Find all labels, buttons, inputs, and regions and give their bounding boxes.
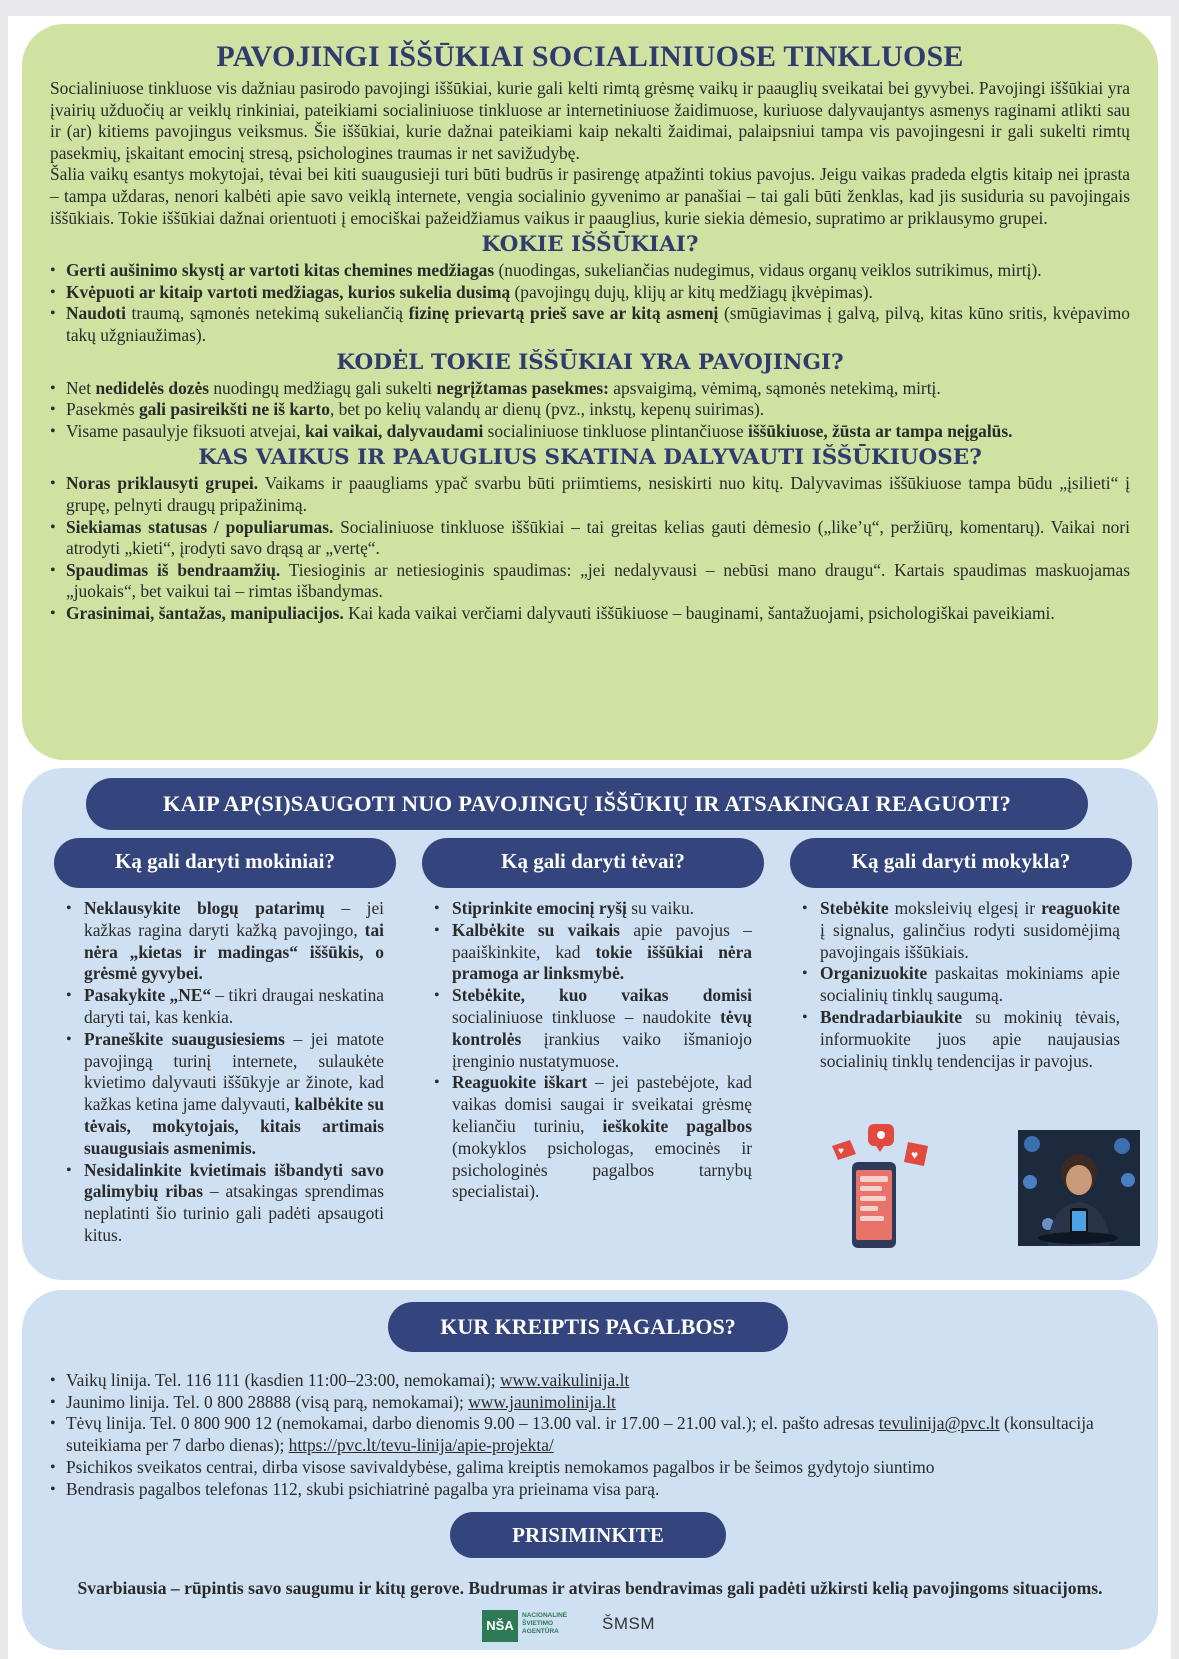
bold-text: gali pasireikšti ne iš karto xyxy=(138,399,330,420)
bold-text: kalbėkite su tėvais, mokytojais, kitais artimais suaugusiais asmenimis. xyxy=(84,1094,384,1158)
text: socialiniuose tinkluose – naudokite xyxy=(452,1006,721,1027)
intro-paragraph: Šalia vaikų esantys mokytojai, tėvai bei kiti suaugusieji turi būti budrūs ir pasirengę atpažinti tokius pavojus. Jeigu vaikas pradeda elgtis kitaip nei įprasta – tampa uždaras, nenori kalbėti apie savo veiklą internete, vengia socialinio gyvenimo ar panašiai – tai gali būti ženklas, kad jis susiduria su pavojingais iššūkiais. Tokie iššūkiai dažnai orientuoti į emociškai pažeidžiamus vaikus ir paauglius, kurie siekia dėmesio, supratimo ar priklausymo grupei. xyxy=(50,164,1130,228)
list-item xyxy=(50,1392,1140,1414)
bold-text: tai nėra „kietas ir madingas“ iššūkis, o grėsmė gyvybei. xyxy=(84,919,384,984)
section-heading-what: KOKIE IŠŠŪKIAI? xyxy=(481,232,699,258)
list-item xyxy=(50,603,1130,625)
students-heading: Ką gali daryti mokiniai? xyxy=(54,838,396,888)
bold-text: Neklausykite blogų patarimų xyxy=(84,898,325,918)
svg-text:♥: ♥ xyxy=(838,1146,844,1157)
text: Socialiniuose tinkluose iššūkiai – tai greitas kelias gauti dėmesio („like’ų“, peržiūrų, komentarų). Vaikai nori atrodyti „kieti“, įrodyti savo drąsą ar „vertę“. xyxy=(66,516,1130,559)
jaunimolinija-link[interactable]: www.jaunimolinija.lt xyxy=(468,1391,616,1412)
remember-text: Svarbiausia – rūpintis savo saugumu ir kitų gerove. Budrumas ir atviras bendravimas gali padėti užkirsti kelią pavojingoms situacijoms. xyxy=(77,1578,1103,1598)
list-item xyxy=(50,399,1130,421)
like-icon xyxy=(832,1140,856,1160)
list-item xyxy=(50,1370,1140,1392)
remember-heading: PRISIMINKITE xyxy=(450,1512,726,1558)
list-item xyxy=(50,260,1130,282)
list-item xyxy=(434,1072,752,1203)
text: – atsakingas sprendimas neplatinti šio turinio gali padėti apsaugoti kitus. xyxy=(84,1181,384,1245)
text: Bendrasis pagalbos telefonas 112, skubi psichiatrinė pagalba yra prieinama visa parą. xyxy=(66,1478,660,1499)
text: Kai kada vaikai verčiami dalyvauti iššūkiuose – bauginami, šantažuojami, psichologiškai paveikiami. xyxy=(343,602,1055,623)
intro xyxy=(50,78,1130,229)
school-list xyxy=(802,898,1120,1072)
text: Pasekmės xyxy=(66,399,139,420)
list-item xyxy=(50,378,1130,400)
bold-text: Spaudimas iš bendraamžių. xyxy=(66,559,281,580)
list-item xyxy=(50,1457,1140,1479)
text: (mokyklos psichologas, emocinės ir psichologinės pagalbos tarnybų specialistai). xyxy=(452,1137,752,1202)
nsa-logo: NŠA xyxy=(482,1610,518,1642)
bold-text: Stebėkite, kuo vaikas domisi xyxy=(452,985,752,1006)
text: – jei pastebėjote, kad vaikas domisi saugai ir sveikatai grėsmę keliančiu turiniu, xyxy=(452,1072,753,1136)
list-item xyxy=(50,303,1130,346)
bold-text: Pasakykite „NE“ xyxy=(84,985,212,1006)
text: Jaunimo linija. Tel. 0 800 28888 (visą parą, nemokamai); xyxy=(66,1391,469,1412)
intro-paragraph: Socialiniuose tinkluose vis dažniau pasirodo pavojingi iššūkiai, kurie gali kelti rimtą grėsmę vaikų ir paauglių sveikatai bei gyvybei. Pavojingi iššūkiai yra įvairių užduočių ar veiklų rinkiniai, pateikiami socialiniuose tinkluose ar internetiniuose žaidimuose, kuriuose dalyvaujantys asmenys raginami atlikti sau ir (ar) kitiems pavojingus veiksmus. Šie iššūkiai, kurie dažnai pateikiami kaip nekalti žaidimai, palaipsniui tampa vis pavojingesni ir gali sukelti rimtų pasekmių, įskaitant emocinį stresą, psichologines traumas ir net savižudybę. xyxy=(50,78,1130,163)
heart-icon xyxy=(904,1142,928,1166)
bold-text: Stiprinkite emocinį ryšį xyxy=(452,898,627,918)
bold-text: iššūkiuose, žūsta ar tampa neįgalūs. xyxy=(747,420,1013,441)
illustrations xyxy=(822,1124,1142,1254)
list-item xyxy=(802,1007,1120,1072)
protection-heading: KAIP AP(SI)SAUGOTI NUO PAVOJINGŲ IŠŠŪKIŲ IR ATSAKINGAI REAGUOTI? xyxy=(86,778,1088,830)
bold-text: tokie iššūkiai nėra pramoga ar linksmybė. xyxy=(452,941,752,984)
list-item xyxy=(802,963,1120,1007)
text: moksleivių elgesį ir xyxy=(888,898,1042,918)
school-column xyxy=(802,898,1120,1072)
page-title: PAVOJINGI IŠŠŪKIAI SOCIALINIUOSE TINKLUOSE xyxy=(216,40,964,73)
list-item xyxy=(50,1479,1140,1501)
text: apie pavojus – paaiškinkite, kad xyxy=(452,919,752,962)
nsa-name: NACIONALINĖ ŠVIETIMO AGENTŪRA xyxy=(522,1612,568,1635)
list-item xyxy=(434,898,752,920)
bold-text: fizinę prievartą prieš save ar kitą asmenį xyxy=(408,303,719,324)
help-panel xyxy=(22,1290,1158,1650)
bold-text: Reaguokite iškart xyxy=(452,1072,588,1093)
poster xyxy=(8,16,1171,1659)
bold-text: ieškokite pagalbos xyxy=(602,1115,752,1136)
list-item xyxy=(802,898,1120,963)
protection-panel xyxy=(22,768,1158,1280)
parents-column xyxy=(434,898,752,1203)
text: (konsultacija suteikiama per 7 darbo dienas); xyxy=(66,1413,1094,1456)
school-heading: Ką gali daryti mokykla? xyxy=(790,838,1132,888)
list-item xyxy=(50,421,1130,443)
bold-text: negrįžtamas pasekmes: xyxy=(436,377,609,398)
bold-text: Kvėpuoti ar kitaip vartoti medžiagas, kurios sukelia dusimą xyxy=(66,281,511,302)
bold-text: kai vaikai, dalyvaudami xyxy=(304,420,484,441)
parents-list xyxy=(434,898,752,1203)
smsm-logo: ŠMSM xyxy=(602,1614,655,1633)
what-list xyxy=(50,260,1130,346)
help-items xyxy=(50,1370,1140,1500)
text: traumą, sąmonės netekimą sukeliančią xyxy=(125,303,409,324)
bold-text: nedidelės dozės xyxy=(95,377,209,398)
list-item xyxy=(434,985,752,1072)
list-item xyxy=(50,517,1130,560)
pvc-link[interactable]: https://pvc.lt/tevu-linija/apie-projekta/ xyxy=(288,1435,554,1456)
motives-list xyxy=(50,473,1130,624)
list-item xyxy=(50,282,1130,304)
text: – jei matote pavojingą turinį internete, sulaukėte kvietimo dalyvauti iššūkyje ar žinote, kad kažkas ketina jame dalyvauti, xyxy=(84,1028,384,1115)
bold-text: Naudoti xyxy=(66,303,126,324)
text: Tėvų linija. Tel. 0 800 900 12 (nemokamai, darbo dienomis 9.00 – 13.00 val. ir 17.00 – 21.00 val.); el. pašto adresas xyxy=(66,1413,879,1434)
list-item xyxy=(50,560,1130,603)
list-item xyxy=(50,473,1130,516)
text: socialiniuose tinkluose plintančiuose xyxy=(483,420,748,441)
text: Visame pasaulyje fiksuoti atvejai, xyxy=(66,420,305,441)
bold-text: reaguokite xyxy=(1041,898,1120,918)
bold-text: Stebėkite xyxy=(820,898,889,918)
help-heading: KUR KREIPTIS PAGALBOS? xyxy=(388,1302,788,1352)
students-column xyxy=(66,898,384,1247)
text: Tiesioginis ar netiesioginis spaudimas: „jei nedalyvausi – nebūsi mano draugu“. Kartais spaudimas maskuojamas „juokais“, bet vaikui tai – rimtas išbandymas. xyxy=(66,559,1130,602)
bold-text: Praneškite suaugusiesiems xyxy=(84,1028,285,1049)
section-heading-why: KODĖL TOKIE IŠŠŪKIAI YRA PAVOJINGI? xyxy=(336,349,844,375)
bold-text: Grasinimai, šantažas, manipuliacijos. xyxy=(66,602,344,623)
person-with-phone-illustration xyxy=(1018,1130,1140,1246)
list-item xyxy=(66,1029,384,1160)
text: – jei kažkas ragina daryti kažką pavojingo, xyxy=(84,898,384,940)
bold-text: Siekiamas statusas / populiarumas. xyxy=(66,516,334,537)
text: (pavojingų dujų, klijų ar kitų medžiagų įkvėpimas). xyxy=(510,281,873,302)
list-item xyxy=(50,1413,1140,1456)
section-heading-motives: KAS VAIKUS IR PAAUGLIUS SKATINA DALYVAUTI IŠŠŪKIUOSE? xyxy=(198,445,982,471)
bold-text: Gerti aušinimo skystį ar vartoti kitas chemines medžiagas xyxy=(66,260,495,281)
text: su mokinių tėvais, informuokite juos apie naujausias socialinių tinklų tendencijas ir pavojus. xyxy=(820,1006,1120,1071)
text: – tikri draugai neskatina daryti tai, kas kenkia. xyxy=(84,985,385,1027)
text: nuodingų medžiagų gali sukelti xyxy=(209,377,437,398)
text: , bet po kelių valandų ar dienų (pvz., inkstų, kepenų suirimas). xyxy=(329,399,765,420)
logos xyxy=(482,1608,682,1644)
bold-text: Noras priklausyti grupei. xyxy=(66,473,259,494)
info-panel xyxy=(22,24,1158,760)
text: su vaiku. xyxy=(626,898,695,918)
list-item xyxy=(66,1160,384,1247)
bold-text: tėvų kontrolės xyxy=(452,1006,752,1049)
text: (smūgiavimas į galvą, pilvą, kitas kūno sritis, kvėpavimo takų užgniaužimas). xyxy=(66,303,1130,345)
text: įrankius vaiko išmaniojo įrenginio nustatymuose. xyxy=(452,1028,752,1071)
bold-text: Nesidalinkite kvietimais išbandyti savo galimybių ribas xyxy=(84,1159,384,1202)
email-link[interactable]: tevulinija@pvc.lt xyxy=(878,1413,1000,1434)
svg-text:♥: ♥ xyxy=(911,1148,919,1162)
bold-text: Kalbėkite su vaikais xyxy=(452,919,620,940)
text: Net xyxy=(66,377,96,398)
list-item xyxy=(434,920,752,985)
students-list xyxy=(66,898,384,1247)
text: Vaikų linija. Tel. 116 111 (kasdien 11:00–23:00, nemokamai); xyxy=(66,1370,500,1390)
text: paskaitas mokiniams apie socialinių tinklų saugumą. xyxy=(820,963,1120,1006)
bold-text: Bendradarbiaukite xyxy=(820,1006,963,1027)
list-item xyxy=(66,898,384,985)
text: Psichikos sveikatos centrai, dirba visose savivaldybėse, galima kreiptis nemokamos pagalbos ir be šeimos gydytojo siuntimo xyxy=(66,1456,935,1477)
vaikulinija-link[interactable]: www.vaikulinija.lt xyxy=(499,1370,630,1390)
bold-text: Organizuokite xyxy=(820,963,928,984)
text: apsvaigimą, vėmimą, sąmonės netekimą, mirtį. xyxy=(608,377,941,398)
phone-notifications-illustration xyxy=(822,1124,942,1252)
comment-icon xyxy=(868,1124,894,1152)
text: į signalus, galinčius rodyti susidomėjimą pavojingais iššūkiais. xyxy=(820,919,1120,962)
why-list xyxy=(50,378,1130,443)
parents-heading: Ką gali daryti tėvai? xyxy=(422,838,764,888)
text: Vaikams ir paaugliams ypač svarbu būti priimtiems, nesiskirti nuo kitų. Dalyvavimas iššūkiuose tampa būdu „įsilieti“ į grupę, pelnyti draugų pripažinimą. xyxy=(66,473,1131,515)
list-item xyxy=(66,985,384,1029)
help-list xyxy=(50,1370,1140,1500)
text: (nuodingas, sukeliančias nudegimus, vidaus organų veiklos sutrikimus, mirtį). xyxy=(494,260,1042,281)
